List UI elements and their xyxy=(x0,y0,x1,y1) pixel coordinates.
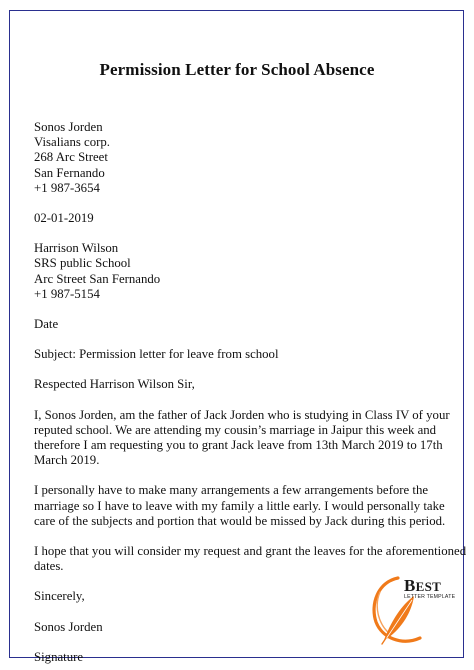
paragraph-line: I personally have to make many arrangements a few arrangements before the xyxy=(34,483,429,498)
logo-rest: EST xyxy=(415,579,442,594)
paragraph-line: therefore I am requesting you to grant Jack leave from 13th March 2019 to 17th xyxy=(34,438,443,453)
paragraph-1 xyxy=(34,407,450,469)
recipient-phone: +1 987-5154 xyxy=(34,286,100,301)
logo-tagline: LETTER TEMPLATE xyxy=(404,594,456,600)
recipient-school: SRS public School xyxy=(34,256,131,271)
letter-date: 02-01-2019 xyxy=(34,211,94,226)
salutation: Respected Harrison Wilson Sir, xyxy=(34,377,195,392)
sender-company: Visalians corp. xyxy=(34,135,110,150)
logo-wordmark xyxy=(404,576,441,596)
signature-label: Signature xyxy=(34,649,84,664)
paragraph-line: reputed school. We are attending my cousin’s marriage in Jaipur this week and xyxy=(34,422,437,437)
paragraph-line: care of the subjects and portion that would be missed by Jack during this period. xyxy=(34,513,446,528)
recipient-name: Harrison Wilson xyxy=(34,241,119,256)
sender-address xyxy=(34,120,446,196)
sender-city: San Fernando xyxy=(34,165,105,180)
sender-phone: +1 987-3654 xyxy=(34,180,100,195)
paragraph-2 xyxy=(34,483,446,529)
closing: Sincerely, xyxy=(34,589,85,604)
letter-title: Permission Letter for School Absence xyxy=(99,60,375,79)
logo-initial: B xyxy=(404,576,416,595)
paragraph-line: marriage so I have to leave with my family a little early. I would personally take xyxy=(34,498,445,513)
paragraph-line: I hope that you will consider my request and grant the leaves for the aforementioned xyxy=(34,544,467,559)
sender-street: 268 Arc Street xyxy=(34,150,108,165)
paragraph-3 xyxy=(34,544,467,574)
paragraph-line: March 2019. xyxy=(34,453,100,468)
signer-name: Sonos Jorden xyxy=(34,619,103,634)
date-label: Date xyxy=(34,317,59,332)
paragraph-line: dates. xyxy=(34,559,64,574)
sender-name: Sonos Jorden xyxy=(34,120,103,134)
recipient-address xyxy=(34,241,446,302)
subject-line: Subject: Permission letter for leave from school xyxy=(34,347,279,362)
recipient-address-line: Arc Street San Fernando xyxy=(34,271,161,286)
paragraph-line: I, Sonos Jorden, am the father of Jack Jorden who is studying in Class IV of your xyxy=(34,407,450,422)
best-letter-template-logo xyxy=(368,572,460,652)
